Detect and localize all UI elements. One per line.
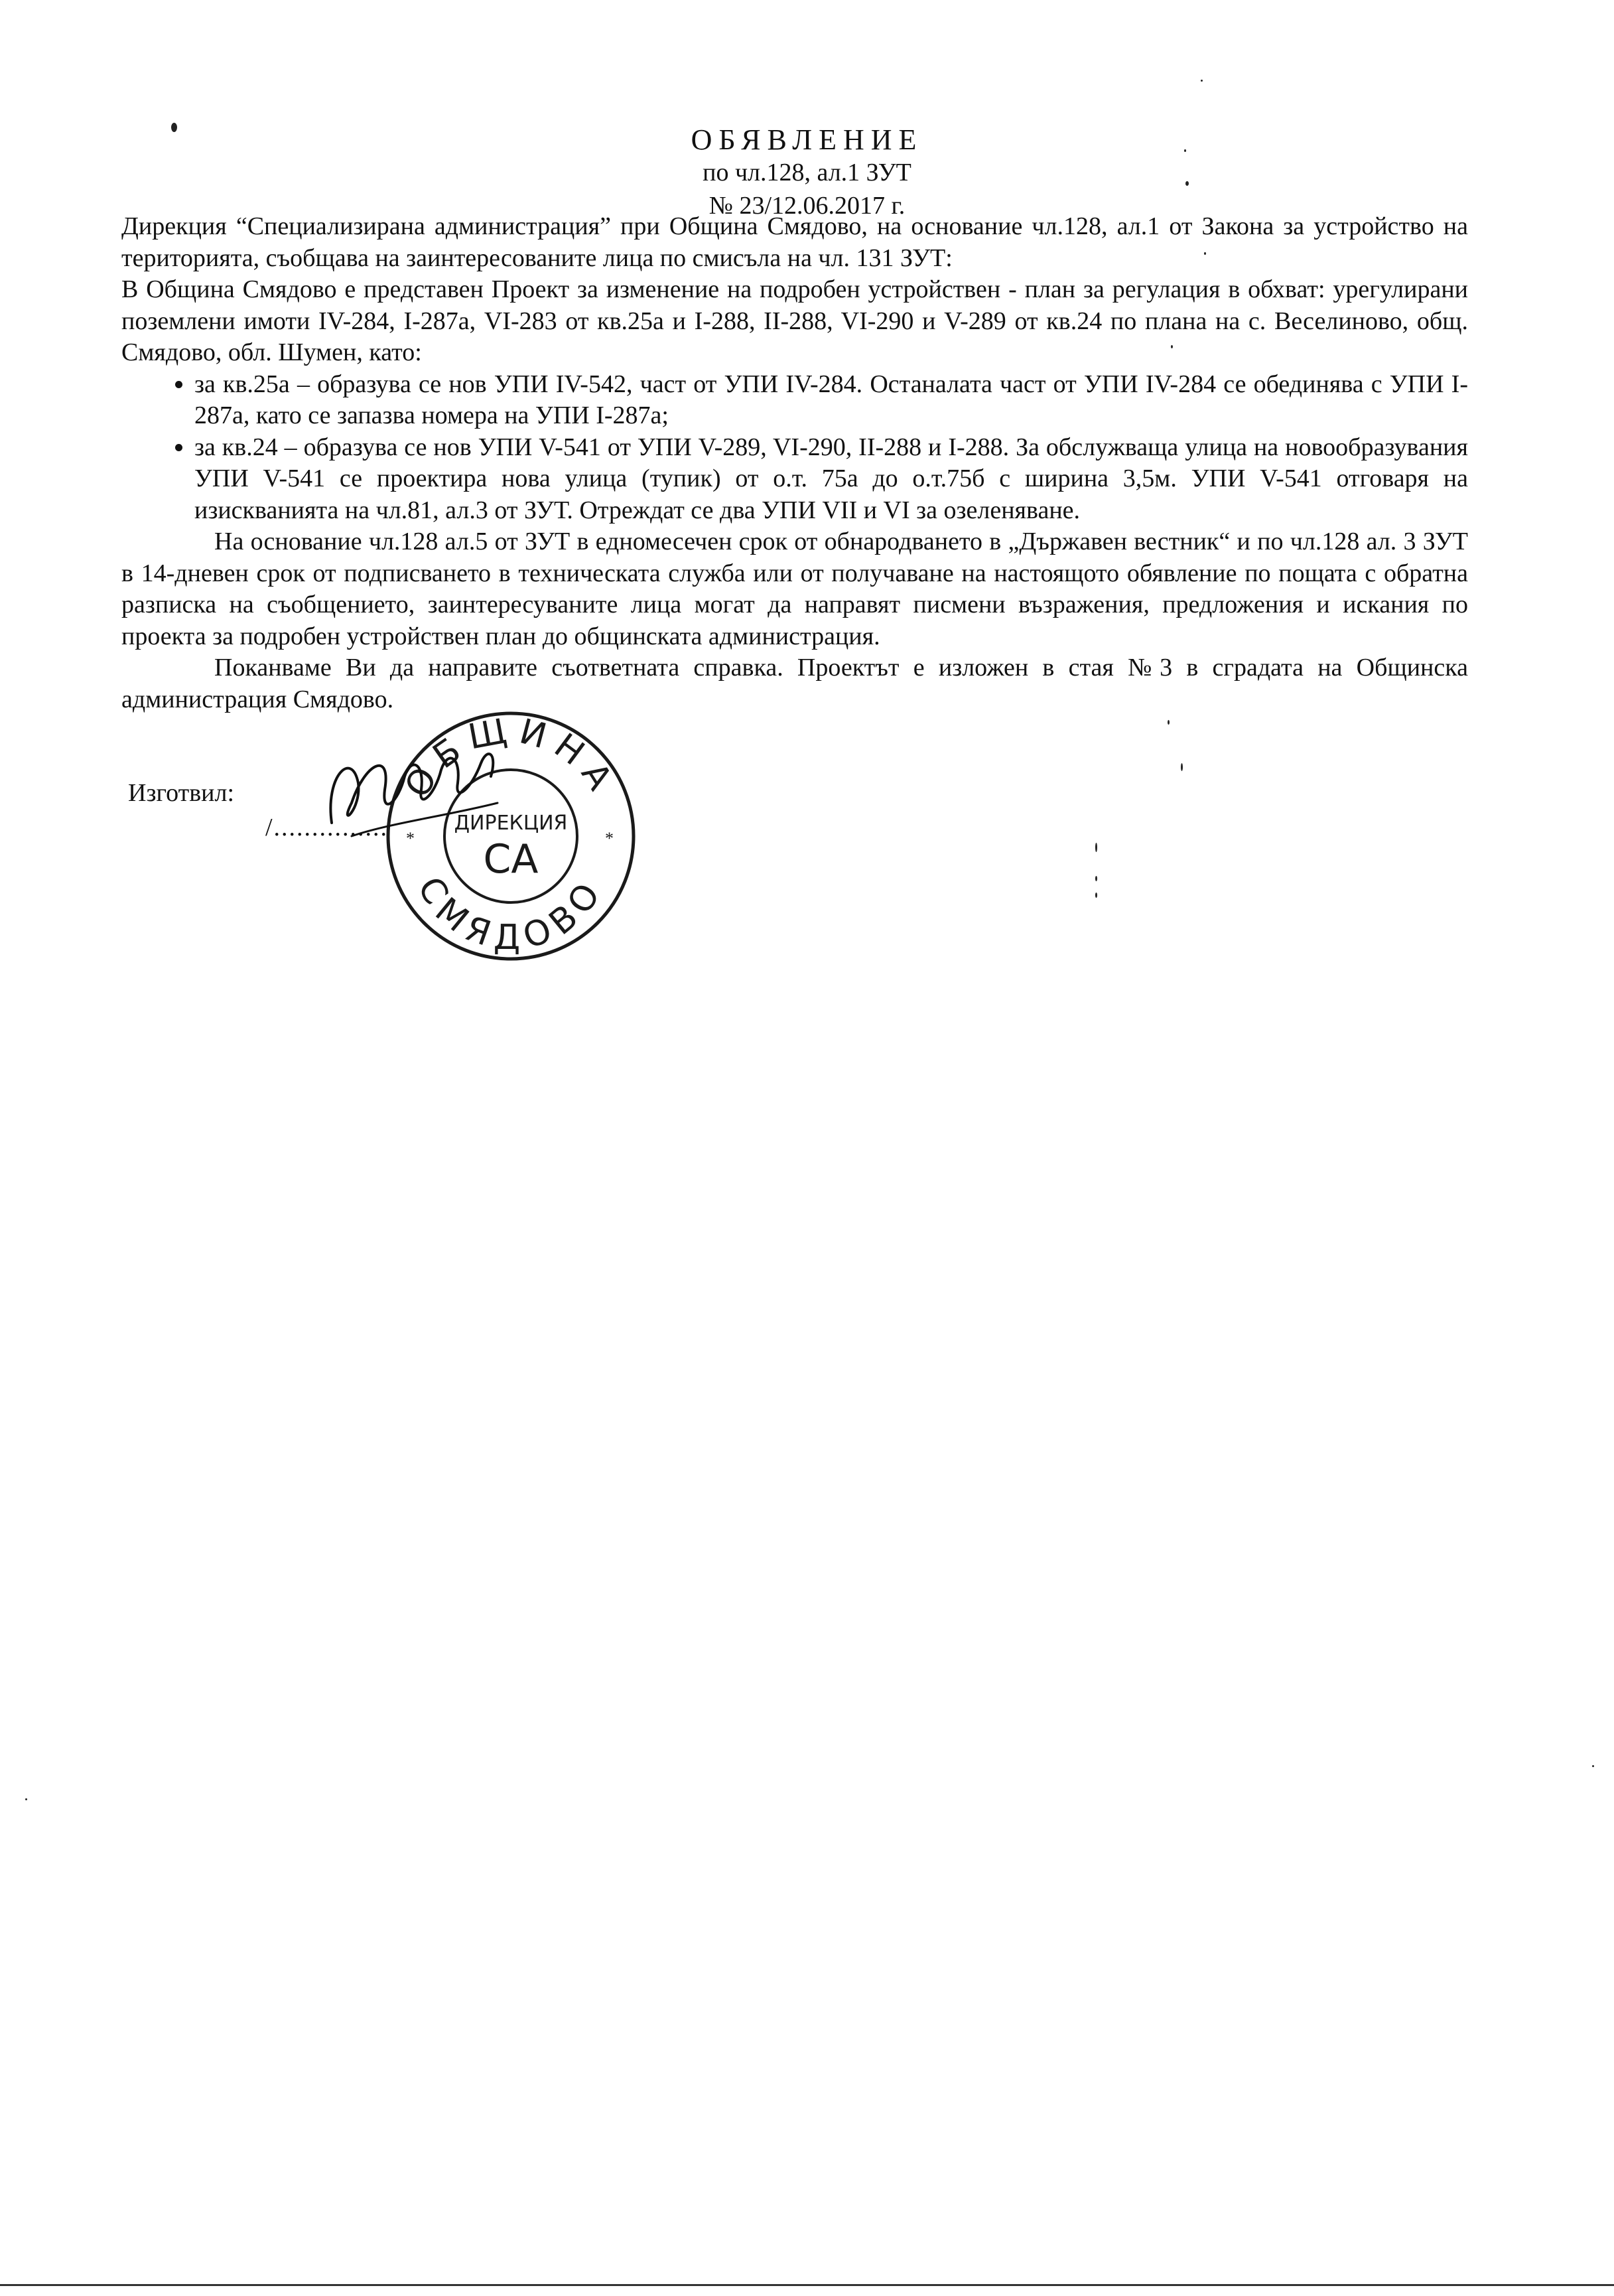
stamp-center-text: СА bbox=[483, 836, 539, 883]
page-bottom-edge bbox=[0, 2284, 1614, 2286]
intro-paragraph: Дирекция “Специализирана администрация” при Община Смядово, на основание чл.128, ал.1 от Закона за устройство на територията, съобщава на заинтересованите лица по смисъла на чл. 131 ЗУТ: bbox=[121, 212, 1468, 272]
star-icon: * bbox=[605, 829, 614, 848]
scan-speck bbox=[1184, 149, 1186, 152]
scan-speck bbox=[1095, 876, 1097, 881]
prepared-by-label: Изготвил: bbox=[128, 779, 234, 807]
project-paragraph: В Община Смядово е представен Проект за изменение на подробен устройствен - план за регулация в обхват: урегулирани поземлени имоти IV-284, I-287а, VI-283 от кв.25а и I-288, II-288, VI-290 и V-289 от кв.24 по плана на с. Веселиново, общ. Смядово, обл. Шумен, като: bbox=[121, 275, 1468, 366]
scan-speck bbox=[1201, 80, 1203, 82]
scan-speck bbox=[1095, 893, 1097, 898]
signature-line: /............... bbox=[265, 814, 389, 841]
scan-speck bbox=[1592, 1765, 1594, 1767]
scan-speck bbox=[1095, 843, 1097, 852]
scan-speck bbox=[1168, 720, 1170, 725]
svg-text:СМЯДОВО bbox=[409, 870, 612, 958]
star-icon: * bbox=[406, 829, 415, 848]
scan-speck bbox=[1181, 763, 1183, 771]
document-number: № 23/12.06.2017 г. bbox=[708, 192, 906, 220]
document-body bbox=[121, 211, 1468, 715]
list-item: • за кв.24 – образува се нов УПИ V-541 от УПИ V-289, VI-290, II-288 и I-288. За обслужваща улица на новообразувания УПИ V-541 се проектира нова улица (тупик) от о.т. 75а до о.т.75б с ширина 3,5м. УПИ V-541 отговаря на изискванията на чл.81, ал.3 от ЗУТ. Отреждат се два УПИ VII и VI за озеленяване. bbox=[194, 432, 1468, 527]
scan-speck bbox=[1185, 181, 1189, 186]
stamp-bottom-text: СМЯДОВО bbox=[409, 870, 612, 958]
document-legal-basis: по чл.128, ал.1 ЗУТ bbox=[703, 159, 911, 186]
scan-speck bbox=[1204, 252, 1206, 255]
handwritten-signature bbox=[312, 723, 511, 856]
changes-list bbox=[121, 369, 1468, 527]
scan-speck bbox=[171, 123, 177, 132]
invitation-paragraph: Поканваме Ви да направите съответната справка. Проектът е изложен в стая №3 в сградата на Общинска администрация Смядово. bbox=[121, 654, 1468, 713]
objections-paragraph: На основание чл.128 ал.5 от ЗУТ в едномесечен срок от обнародването в „Държавен вестник“ и по чл.128 ал. 3 ЗУТ в 14-дневен срок от подписването в техническата служба или от получаване на настоящото обявление по пощата с обратна разписка на съобщението, заинтересуваните лица могат да направят писмени възражения, предложения и искания по проекта за подробен устройствен план до общинската администрация. bbox=[121, 528, 1468, 650]
document-title: ОБЯВЛЕНИЕ bbox=[691, 123, 923, 156]
stamp-top-text: ОБЩИНА bbox=[397, 709, 625, 805]
scan-speck bbox=[25, 1798, 27, 1800]
list-item: • за кв.25а – образува се нов УПИ IV-542, част от УПИ IV-284. Останалата част от УПИ IV-284 се обединява с УПИ I-287а, като се запазва номера на УПИ I-287а; bbox=[194, 369, 1468, 432]
scan-speck bbox=[1171, 345, 1173, 348]
stamp-inner-text: ДИРЕКЦИЯ bbox=[454, 812, 568, 835]
